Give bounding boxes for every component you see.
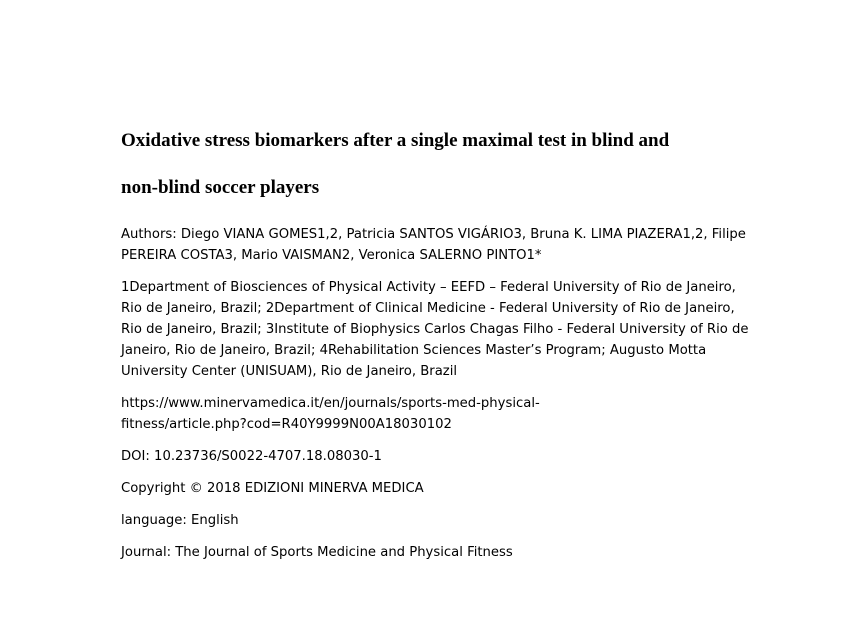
affiliations-line: 1Department of Biosciences of Physical Activity – EEFD – Federal University of Rio de Janeiro, [121, 280, 736, 295]
copyright [121, 478, 733, 499]
article-url [121, 393, 733, 435]
doi [121, 446, 733, 467]
affiliations-line: Rio de Janeiro, Brazil; 2Department of Clinical Medicine - Federal University of Rio de Janeiro, [121, 301, 735, 316]
doi-text: DOI: 10.23736/S0022-4707.18.08030-1 [121, 449, 382, 464]
url-line: fitness/article.php?cod=R40Y9999N00A18030102 [121, 417, 452, 432]
language [121, 510, 733, 531]
paper-content [121, 117, 749, 574]
authors [121, 224, 746, 266]
affiliations [121, 277, 749, 382]
authors-line: Authors: Diego VIANA GOMES1,2, Patricia SANTOS VIGÁRIO3, Bruna K. LIMA PIAZERA1,2, Filipe [121, 227, 746, 242]
copyright-text: Copyright © 2018 EDIZIONI MINERVA MEDICA [121, 481, 424, 496]
authors-line: PEREIRA COSTA3, Mario VAISMAN2, Veronica SALERNO PINTO1* [121, 248, 542, 263]
affiliations-line: Janeiro, Rio de Janeiro, Brazil; 4Rehabilitation Sciences Master’s Program; Augusto Motta [121, 343, 707, 358]
title-line: Oxidative stress biomarkers after a single maximal test in blind and [121, 130, 670, 151]
journal [121, 542, 733, 563]
title-line: non-blind soccer players [121, 177, 320, 198]
paper-title [121, 117, 733, 211]
affiliations-line: Rio de Janeiro, Brazil; 3Institute of Biophysics Carlos Chagas Filho - Federal University of Rio de [121, 322, 749, 337]
url-line: https://www.minervamedica.it/en/journals/sports-med-physical- [121, 396, 540, 411]
affiliations-line: University Center (UNISUAM), Rio de Janeiro, Brazil [121, 364, 458, 379]
language-text: language: English [121, 513, 239, 528]
journal-text: Journal: The Journal of Sports Medicine and Physical Fitness [121, 545, 513, 560]
